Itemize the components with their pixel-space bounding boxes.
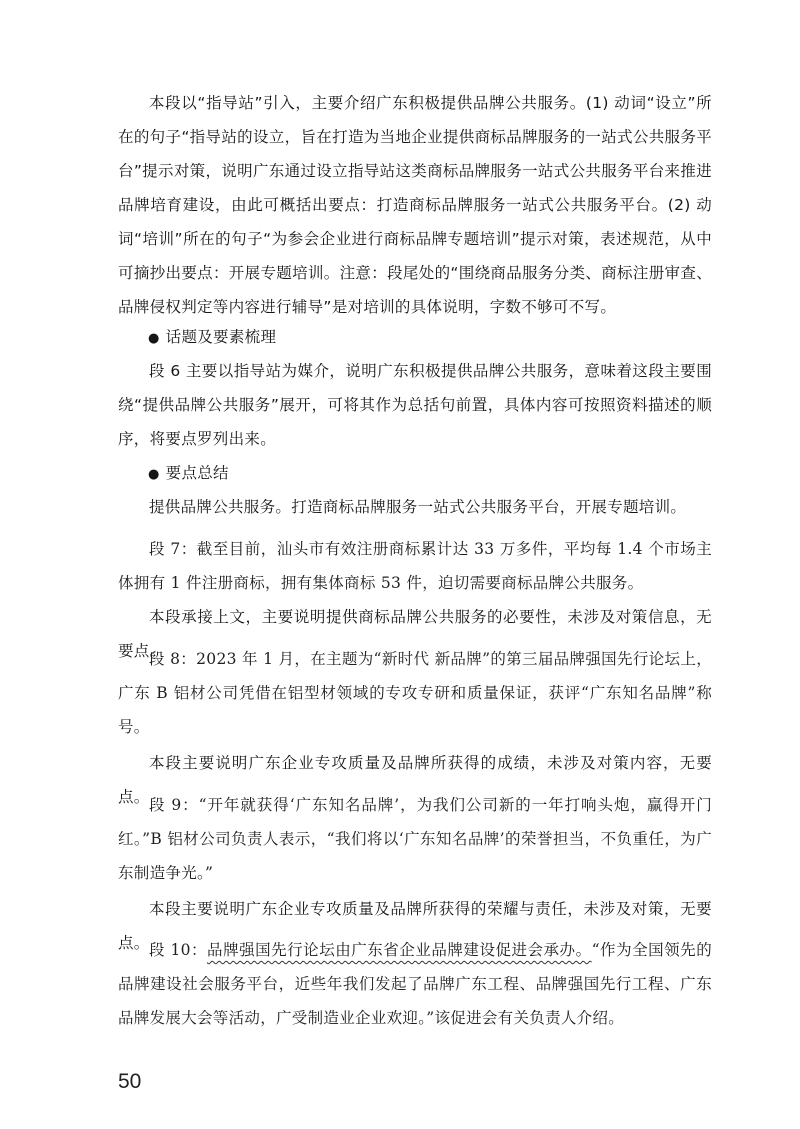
summary-paragraph: 提供品牌公共服务。打造商标品牌服务一站式公共服务平台，开展专题培训。: [149, 498, 687, 516]
bullet-icon: ●: [148, 467, 160, 482]
analysis-paragraph-8: 本段主要说明广东企业专攻质量及品牌所获得的成绩，未涉及对策内容，无要点。: [118, 754, 712, 806]
source-paragraph-10: [118, 933, 712, 1035]
analysis-paragraph-7: 本段承接上文，主要说明提供商标品牌公共服务的必要性，未涉及对策信息，无要点。: [118, 608, 712, 660]
paragraph-label: 段 10：: [149, 941, 208, 959]
heading-text: 话题及要素梳理: [165, 328, 277, 346]
source-paragraph-9: 段 9：“开年就获得‘广东知名品牌’，为我们公司新的一年打响头炮，赢得开门红。”B 铝材公司负责人表示，“我们将以‘广东知名品牌’的荣誉担当，不负重任，为广东制造争光。”: [118, 796, 712, 882]
heading-text: 要点总结: [165, 464, 229, 482]
underlined-sentence: 品牌强国先行论坛由广东省企业品牌建设促进会承办。: [207, 941, 592, 959]
paragraph-body: “作为全国领先的品牌建设社会服务平台，近些年我们发起了品牌广东工程、品牌强国先行工程、广东品牌发展大会等活动，广受制造业企业欢迎。”该促进会有关负责人介绍。: [118, 941, 712, 1027]
analysis-paragraph-9: 本段主要说明广东企业专攻质量及品牌所获得的荣耀与责任，未涉及对策，无要点。: [118, 900, 712, 952]
analysis-paragraph-1: 本段以“指导站”引入，主要介绍广东积极提供品牌公共服务。(1) 动词“设立”所在的句子“指导站的设立，旨在打造为当地企业提供商标品牌服务的一站式公共服务平台”提示对策，说明广东通过设立指导站这类商标品牌服务一站式公共服务平台来推进品牌培育建设，由此可概括出要点：打造商标品牌服务一站式公共服务平台。(2) 动词“培训”所在的句子“为参会企业进行商标品牌专题培训”提示对策，表述规范，从中可摘抄出要点：开展专题培训。注意：段尾处的“围绕商品服务分类、商标注册审查、品牌侵权判定等内容进行辅导”是对培训的具体说明，字数不够可不写。: [118, 94, 712, 316]
page-number: 50: [118, 1070, 142, 1093]
section-heading-topic: [118, 320, 742, 356]
analysis-paragraph-2: 段 6 主要以指导站为媒介，说明广东积极提供品牌公共服务，意味着这段主要围绕“提供品牌公共服务”展开，可将其作为总括句前置，具体内容可按照资料描述的顺序，将要点罗列出来。: [118, 362, 712, 448]
source-paragraph-8: 段 8：2023 年 1 月，在主题为“新时代 新品牌”的第三届品牌强国先行论坛上，广东 B 铝材公司凭借在铝型材领域的专攻专研和质量保证，获评“广东知名品牌”称号。: [118, 650, 712, 736]
bullet-icon: ●: [148, 331, 160, 346]
section-heading-summary: [118, 456, 742, 492]
source-paragraph-7: 段 7：截至目前，汕头市有效注册商标累计达 33 万多件，平均每 1.4 个市场主体拥有 1 件注册商标，拥有集体商标 53 件，迫切需要商标品牌公共服务。: [118, 540, 712, 592]
